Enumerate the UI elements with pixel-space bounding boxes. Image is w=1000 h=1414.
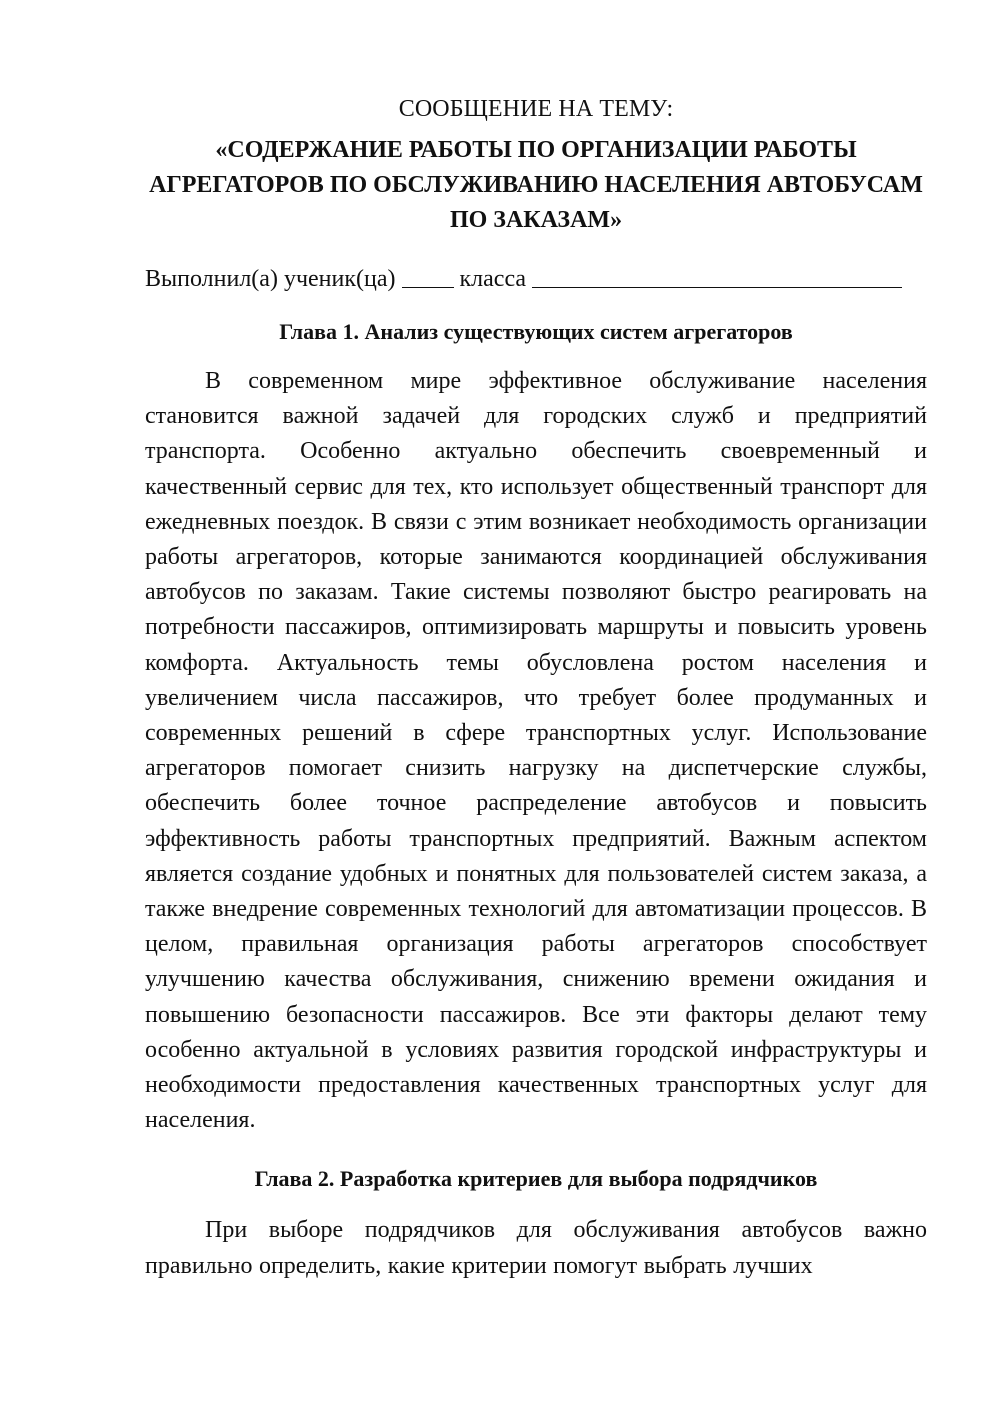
- document-title: «СОДЕРЖАНИЕ РАБОТЫ ПО ОРГАНИЗАЦИИ РАБОТЫ АГРЕГАТОРОВ ПО ОБСЛУЖИВАНИЮ НАСЕЛЕНИЯ АВТОБУСАМ ПО ЗАКАЗАМ»: [149, 137, 923, 233]
- document-content: [145, 92, 927, 1284]
- author-line: [145, 262, 927, 297]
- chapter-1-paragraph: В современном мире эффективное обслуживание населения становится важной задачей для городских служб и предприятий транспорта. Особенно актуально обеспечить своевременный и качественный сервис для тех, кто использует общественный транспорт для ежедневных поездок. В связи с этим возникает необходимость организации работы агрегаторов, которые занимаются координацией обслуживания автобусов по заказам. Такие системы позволяют быстро реагировать на потребности пассажиров, оптимизировать маршруты и повысить уровень комфорта. Актуальность темы обусловлена ростом населения и увеличением числа пассажиров, что требует более продуманных и современных решений в сфере транспортных услуг. Использование агрегаторов помогает снизить нагрузку на диспетчерские службы, обеспечить более точное распределение автобусов и повысить эффективность работы транспортных предприятий. Важным аспектом является создание удобных и понятных для пользователей систем заказа, а также внедрение современных технологий для автоматизации процессов. В целом, правильная организация работы агрегаторов способствует улучшению качества обслуживания, снижению времени ожидания и повышению безопасности пассажиров. Все эти факторы делают тему особенно актуальной в условиях развития городской инфраструктуры и необходимости предоставления качественных транспортных услуг для населения.: [145, 368, 927, 1134]
- performed-by-label: Выполнил(а) ученик(ца): [145, 266, 396, 292]
- class-label: класса: [459, 266, 527, 292]
- chapter-2-heading: Глава 2. Разработка критериев для выбора подрядчиков: [254, 1166, 818, 1192]
- document-type: СООБЩЕНИЕ НА ТЕМУ:: [398, 96, 674, 122]
- grade-blank: [402, 265, 454, 288]
- name-blank: [532, 265, 902, 288]
- chapter-2-paragraph: При выборе подрядчиков для обслуживания автобусов важно правильно определить, какие критерии помогут выбрать лучших: [145, 1217, 927, 1279]
- chapter-1-heading: Глава 1. Анализ существующих систем агрегаторов: [279, 319, 793, 344]
